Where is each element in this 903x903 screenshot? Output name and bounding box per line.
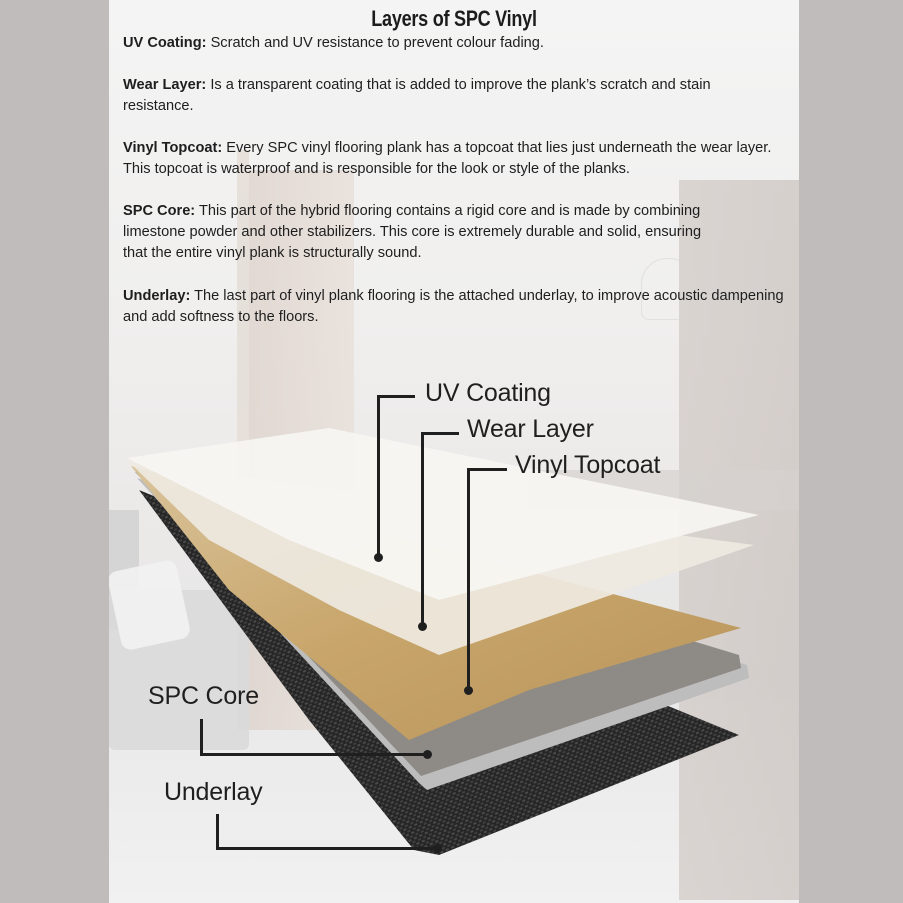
marker-wear-layer bbox=[418, 622, 427, 631]
marker-underlay bbox=[433, 844, 442, 853]
leader-spc-core-h bbox=[200, 753, 427, 756]
label-spc-core: SPC Core bbox=[148, 682, 259, 710]
leader-wear-layer-v bbox=[421, 432, 424, 626]
description-uv-coating bbox=[123, 33, 793, 54]
marker-uv-coating bbox=[374, 553, 383, 562]
marker-spc-core bbox=[423, 750, 432, 759]
leader-underlay-v bbox=[216, 814, 219, 849]
infographic-panel bbox=[109, 0, 799, 903]
description-spc-core bbox=[123, 201, 718, 264]
leader-vinyl-topcoat-h bbox=[467, 468, 507, 471]
leader-uv-coating-v bbox=[377, 395, 380, 557]
text-spc-core: This part of the hybrid flooring contains a rigid core and is made by combining limestone powder and other stabilizers. This core is extremely durable and solid, ensuring that the entire vinyl plank is structurally sound. bbox=[123, 203, 702, 261]
leader-spc-core-v bbox=[200, 719, 203, 755]
label-underlay: Underlay bbox=[164, 778, 263, 806]
description-wear-layer bbox=[123, 75, 773, 117]
label-wear-layer: Wear Layer bbox=[467, 415, 594, 443]
term-spc-core: SPC Core: bbox=[123, 203, 196, 219]
leader-wear-layer-h bbox=[421, 432, 459, 435]
description-underlay bbox=[123, 286, 788, 328]
text-underlay: The last part of vinyl plank flooring is the attached underlay, to improve acoustic dampening and add softness to the floors. bbox=[123, 288, 784, 325]
leader-uv-coating-h bbox=[377, 395, 415, 398]
text-wear-layer: Is a transparent coating that is added to improve the plank’s scratch and stain resistance. bbox=[123, 77, 711, 114]
text-uv-coating: Scratch and UV resistance to prevent colour fading. bbox=[206, 35, 544, 51]
leader-vinyl-topcoat-v bbox=[467, 468, 470, 690]
term-underlay: Underlay: bbox=[123, 288, 191, 304]
left-border bbox=[0, 0, 109, 903]
text-vinyl-topcoat: Every SPC vinyl flooring plank has a topcoat that lies just underneath the wear layer. This topcoat is waterproof and is responsible for the look or style of the planks. bbox=[123, 140, 772, 177]
label-vinyl-topcoat: Vinyl Topcoat bbox=[515, 451, 661, 479]
term-wear-layer: Wear Layer: bbox=[123, 77, 207, 93]
term-vinyl-topcoat: Vinyl Topcoat: bbox=[123, 140, 223, 156]
label-uv-coating: UV Coating bbox=[425, 379, 551, 407]
marker-vinyl-topcoat bbox=[464, 686, 473, 695]
spc-layers-illustration bbox=[109, 0, 799, 903]
description-vinyl-topcoat bbox=[123, 138, 788, 180]
leader-underlay-h bbox=[216, 847, 438, 850]
term-uv-coating: UV Coating: bbox=[123, 35, 207, 51]
page-title: Layers of SPC Vinyl bbox=[371, 6, 537, 31]
right-border bbox=[799, 0, 903, 903]
